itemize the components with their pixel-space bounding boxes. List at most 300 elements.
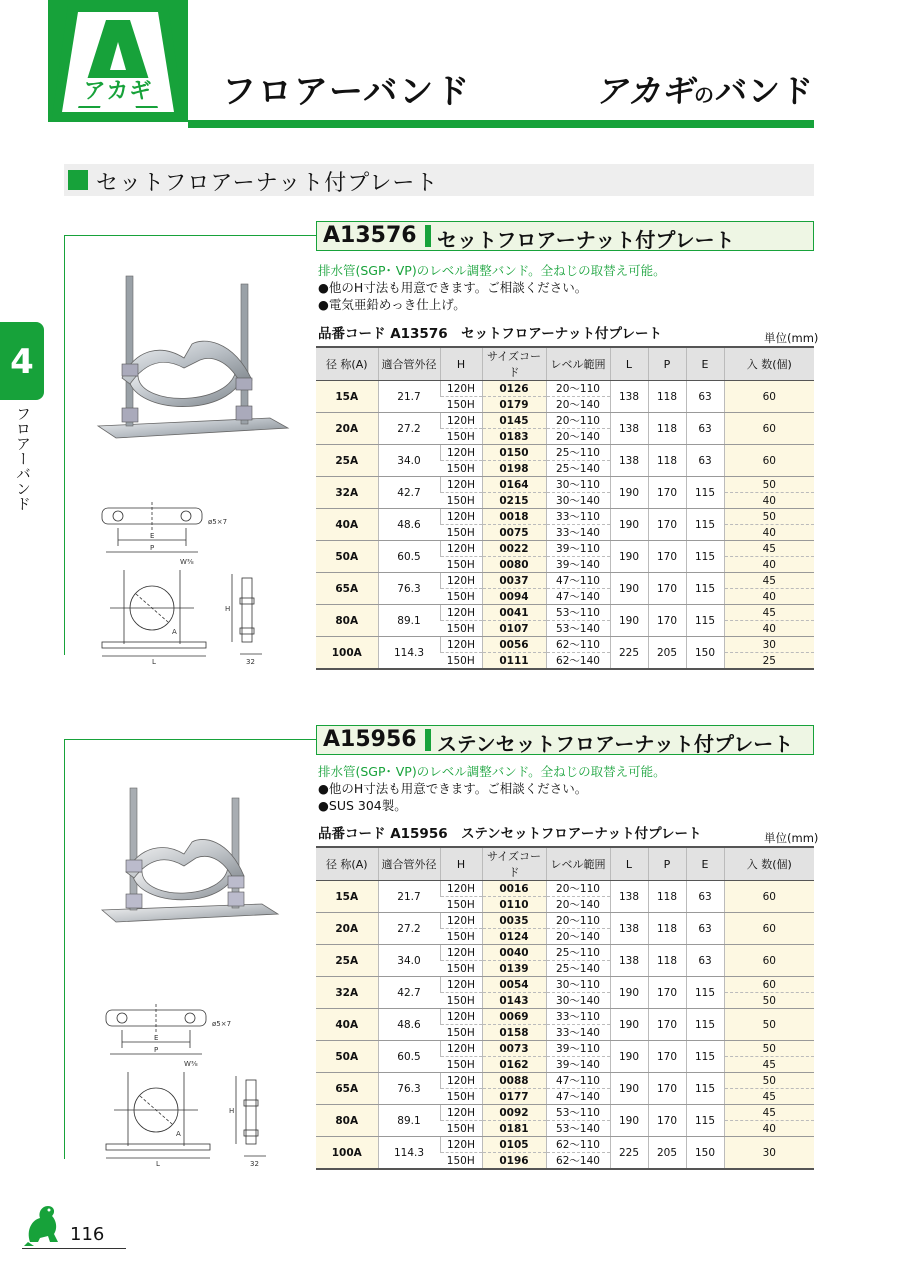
size-code-cell: 0124 xyxy=(482,929,546,945)
size-code-cell: 0037 xyxy=(482,573,546,589)
e-cell: 115 xyxy=(686,573,724,605)
p-cell: 170 xyxy=(648,541,686,573)
qty-cell: 50 xyxy=(724,993,814,1009)
table-row xyxy=(316,637,814,653)
size-code-cell: 0162 xyxy=(482,1057,546,1073)
h-cell: 150H xyxy=(440,493,482,509)
size-code-cell: 0041 xyxy=(482,605,546,621)
table-header-cell: サイズコード xyxy=(482,347,546,381)
drawing-32-label: 32 xyxy=(250,1160,259,1168)
size-code-cell: 0111 xyxy=(482,653,546,670)
level-cell: 47～110 xyxy=(546,1073,610,1089)
table-header-cell: P xyxy=(648,847,686,881)
level-cell: 20～140 xyxy=(546,429,610,445)
od-cell: 21.7 xyxy=(378,881,440,913)
h-cell: 120H xyxy=(440,1041,482,1057)
e-cell: 115 xyxy=(686,1073,724,1105)
od-cell: 114.3 xyxy=(378,1137,440,1170)
l-cell: 138 xyxy=(610,881,648,913)
h-cell: 120H xyxy=(440,637,482,653)
p-cell: 205 xyxy=(648,1137,686,1170)
level-cell: 47～110 xyxy=(546,573,610,589)
table-header-cell: E xyxy=(686,847,724,881)
l-cell: 138 xyxy=(610,381,648,413)
table-header-cell: H xyxy=(440,347,482,381)
qty-cell: 60 xyxy=(724,413,814,445)
spec-table-2 xyxy=(316,846,814,1170)
size-cell: 80A xyxy=(316,605,378,637)
level-cell: 62～140 xyxy=(546,1153,610,1170)
p-cell: 118 xyxy=(648,881,686,913)
unit-label: 単位(mm) xyxy=(764,331,819,345)
od-cell: 60.5 xyxy=(378,1041,440,1073)
size-code-cell: 0016 xyxy=(482,881,546,897)
qty-cell: 40 xyxy=(724,1121,814,1137)
qty-cell: 40 xyxy=(724,525,814,541)
table-header-cell: L xyxy=(610,347,648,381)
table-header-cell: 入 数(個) xyxy=(724,347,814,381)
drawing-a-label: A xyxy=(172,628,177,636)
h-cell: 150H xyxy=(440,1153,482,1170)
e-cell: 115 xyxy=(686,541,724,573)
drawing-32-label: 32 xyxy=(246,658,255,666)
level-cell: 62～140 xyxy=(546,653,610,670)
product-photo-1 xyxy=(92,268,292,443)
table-row xyxy=(316,1041,814,1057)
dinosaur-mascot-icon xyxy=(22,1200,62,1246)
size-cell: 50A xyxy=(316,541,378,573)
size-code-cell: 0080 xyxy=(482,557,546,573)
size-cell: 80A xyxy=(316,1105,378,1137)
h-cell: 150H xyxy=(440,897,482,913)
qty-cell: 30 xyxy=(724,1137,814,1170)
product-code-line: 品番コード A15956 ステンセットフロアーナット付プレート xyxy=(318,826,702,842)
h-cell: 120H xyxy=(440,477,482,493)
product-lead: 排水管(SGP･ VP)のレベル調整バンド。全ねじの取替え可能。 xyxy=(318,263,666,278)
h-cell: 150H xyxy=(440,1057,482,1073)
size-cell: 32A xyxy=(316,477,378,509)
qty-cell: 30 xyxy=(724,637,814,653)
p-cell: 170 xyxy=(648,1073,686,1105)
e-cell: 63 xyxy=(686,945,724,977)
size-code-cell: 0069 xyxy=(482,1009,546,1025)
table-row xyxy=(316,1105,814,1121)
table-header-cell: 径 称(A) xyxy=(316,347,378,381)
qty-cell: 45 xyxy=(724,1089,814,1105)
product-code-line: 品番コード A13576 セットフロアーナット付プレート xyxy=(318,326,662,342)
size-code-cell: 0181 xyxy=(482,1121,546,1137)
e-cell: 150 xyxy=(686,1137,724,1170)
level-cell: 47～140 xyxy=(546,1089,610,1105)
h-cell: 150H xyxy=(440,1089,482,1105)
h-cell: 120H xyxy=(440,381,482,397)
size-code-cell: 0054 xyxy=(482,977,546,993)
table-header-cell: L xyxy=(610,847,648,881)
h-cell: 120H xyxy=(440,1137,482,1153)
product-code-bar-2 xyxy=(316,725,814,755)
size-cell: 40A xyxy=(316,509,378,541)
table-header-cell: レベル範囲 xyxy=(546,847,610,881)
h-cell: 120H xyxy=(440,1009,482,1025)
table-header-cell: レベル範囲 xyxy=(546,347,610,381)
table-row xyxy=(316,509,814,525)
size-code-cell: 0126 xyxy=(482,381,546,397)
level-cell: 39～140 xyxy=(546,1057,610,1073)
size-code-cell: 0107 xyxy=(482,621,546,637)
od-cell: 48.6 xyxy=(378,1009,440,1041)
size-code-cell: 0177 xyxy=(482,1089,546,1105)
h-cell: 120H xyxy=(440,541,482,557)
table-header-cell: サイズコード xyxy=(482,847,546,881)
unit-label: 単位(mm) xyxy=(764,831,819,845)
table-row xyxy=(316,1137,814,1153)
e-cell: 115 xyxy=(686,1009,724,1041)
size-code-cell: 0073 xyxy=(482,1041,546,1057)
l-cell: 190 xyxy=(610,477,648,509)
footer-rule xyxy=(22,1248,126,1249)
h-cell: 150H xyxy=(440,993,482,1009)
table-row xyxy=(316,445,814,461)
size-cell: 25A xyxy=(316,945,378,977)
p-cell: 170 xyxy=(648,977,686,1009)
qty-cell: 45 xyxy=(724,1057,814,1073)
qty-cell: 60 xyxy=(724,381,814,413)
size-cell: 40A xyxy=(316,1009,378,1041)
level-cell: 53～110 xyxy=(546,1105,610,1121)
e-cell: 115 xyxy=(686,1105,724,1137)
size-cell: 65A xyxy=(316,573,378,605)
level-cell: 62～110 xyxy=(546,1137,610,1153)
product-bullet: ●電気亜鉛めっき仕上げ。 xyxy=(318,297,466,312)
qty-cell: 60 xyxy=(724,913,814,945)
h-cell: 120H xyxy=(440,573,482,589)
level-cell: 53～110 xyxy=(546,605,610,621)
od-cell: 114.3 xyxy=(378,637,440,670)
size-code-cell: 0215 xyxy=(482,493,546,509)
qty-cell: 50 xyxy=(724,1009,814,1041)
qty-cell: 60 xyxy=(724,445,814,477)
size-cell: 20A xyxy=(316,413,378,445)
product-name: セットフロアーナット付プレート xyxy=(437,228,735,252)
product-code: A15956 xyxy=(323,727,417,752)
l-cell: 138 xyxy=(610,413,648,445)
e-cell: 63 xyxy=(686,381,724,413)
p-cell: 170 xyxy=(648,477,686,509)
l-cell: 138 xyxy=(610,945,648,977)
l-cell: 190 xyxy=(610,573,648,605)
table-header-cell: 適合管外径 xyxy=(378,847,440,881)
h-cell: 120H xyxy=(440,945,482,961)
technical-drawing-2 xyxy=(100,996,290,1168)
level-cell: 20～140 xyxy=(546,397,610,413)
size-code-cell: 0022 xyxy=(482,541,546,557)
size-cell: 50A xyxy=(316,1041,378,1073)
size-code-cell: 0092 xyxy=(482,1105,546,1121)
table-row xyxy=(316,381,814,397)
size-code-cell: 0198 xyxy=(482,461,546,477)
qty-cell: 60 xyxy=(724,881,814,913)
od-cell: 42.7 xyxy=(378,977,440,1009)
h-cell: 120H xyxy=(440,881,482,897)
p-cell: 170 xyxy=(648,1105,686,1137)
drawing-hole-label: ø5×7 xyxy=(208,518,228,526)
p-cell: 118 xyxy=(648,945,686,977)
table-header-row xyxy=(316,847,814,881)
product-name: ステンセットフロアーナット付プレート xyxy=(437,732,794,756)
size-cell: 20A xyxy=(316,913,378,945)
section-marker xyxy=(68,170,88,190)
table-header-cell: 適合管外径 xyxy=(378,347,440,381)
brand-mark xyxy=(595,66,814,112)
product-description-1 xyxy=(318,262,666,313)
size-code-cell: 0145 xyxy=(482,413,546,429)
chapter-label: フロアーバンド xyxy=(14,406,32,511)
qty-cell: 50 xyxy=(724,1073,814,1089)
level-cell: 39～110 xyxy=(546,1041,610,1057)
product-bullet: ●SUS 304製。 xyxy=(318,798,407,813)
level-cell: 33～110 xyxy=(546,1009,610,1025)
l-cell: 190 xyxy=(610,1009,648,1041)
level-cell: 20～110 xyxy=(546,413,610,429)
level-cell: 25～110 xyxy=(546,945,610,961)
section-title: セットフロアーナット付プレート xyxy=(96,171,439,196)
p-cell: 205 xyxy=(648,637,686,670)
size-code-cell: 0088 xyxy=(482,1073,546,1089)
size-cell: 65A xyxy=(316,1073,378,1105)
drawing-p-label: P xyxy=(154,1046,159,1054)
product-bullet: ●他のH寸法も用意できます。ご相談ください。 xyxy=(318,781,588,796)
l-cell: 190 xyxy=(610,509,648,541)
od-cell: 27.2 xyxy=(378,413,440,445)
table-row xyxy=(316,541,814,557)
size-code-cell: 0075 xyxy=(482,525,546,541)
l-cell: 190 xyxy=(610,605,648,637)
size-code-cell: 0164 xyxy=(482,477,546,493)
level-cell: 33～140 xyxy=(546,525,610,541)
technical-drawing-1 xyxy=(96,494,286,666)
p-cell: 170 xyxy=(648,509,686,541)
level-cell: 30～140 xyxy=(546,993,610,1009)
od-cell: 34.0 xyxy=(378,445,440,477)
l-cell: 190 xyxy=(610,1041,648,1073)
h-cell: 120H xyxy=(440,509,482,525)
h-cell: 150H xyxy=(440,589,482,605)
level-cell: 30～110 xyxy=(546,477,610,493)
product-photo-2 xyxy=(96,780,296,950)
level-cell: 25～140 xyxy=(546,461,610,477)
h-cell: 150H xyxy=(440,929,482,945)
h-cell: 120H xyxy=(440,605,482,621)
h-cell: 120H xyxy=(440,1105,482,1121)
level-cell: 20～140 xyxy=(546,897,610,913)
p-cell: 118 xyxy=(648,445,686,477)
size-code-cell: 0196 xyxy=(482,1153,546,1170)
size-cell: 32A xyxy=(316,977,378,1009)
h-cell: 150H xyxy=(440,461,482,477)
e-cell: 63 xyxy=(686,413,724,445)
p-cell: 170 xyxy=(648,605,686,637)
p-cell: 118 xyxy=(648,381,686,413)
table-row xyxy=(316,477,814,493)
e-cell: 115 xyxy=(686,977,724,1009)
qty-cell: 40 xyxy=(724,493,814,509)
l-cell: 190 xyxy=(610,1105,648,1137)
p-cell: 118 xyxy=(648,413,686,445)
size-code-cell: 0183 xyxy=(482,429,546,445)
drawing-w-label: W⅜ xyxy=(180,558,194,566)
table-header-cell: 径 称(A) xyxy=(316,847,378,881)
od-cell: 89.1 xyxy=(378,605,440,637)
od-cell: 76.3 xyxy=(378,573,440,605)
h-cell: 150H xyxy=(440,1121,482,1137)
brand-suffix: バンド xyxy=(714,72,814,110)
h-cell: 120H xyxy=(440,413,482,429)
chapter-tab[interactable]: 4 xyxy=(0,322,44,400)
qty-cell: 25 xyxy=(724,653,814,670)
p-cell: 118 xyxy=(648,913,686,945)
qty-cell: 45 xyxy=(724,541,814,557)
od-cell: 34.0 xyxy=(378,945,440,977)
level-cell: 30～140 xyxy=(546,493,610,509)
product-description-2 xyxy=(318,763,666,814)
qty-cell: 50 xyxy=(724,1041,814,1057)
size-code-cell: 0150 xyxy=(482,445,546,461)
level-cell: 33～140 xyxy=(546,1025,610,1041)
table-header-cell: 入 数(個) xyxy=(724,847,814,881)
drawing-p-label: P xyxy=(150,544,155,552)
product-code-bar-1 xyxy=(316,221,814,251)
spec-table-1 xyxy=(316,346,814,670)
table-header-cell: E xyxy=(686,347,724,381)
h-cell: 120H xyxy=(440,1073,482,1089)
level-cell: 47～140 xyxy=(546,589,610,605)
l-cell: 190 xyxy=(610,977,648,1009)
level-cell: 25～110 xyxy=(546,445,610,461)
code-divider xyxy=(425,729,431,751)
table-row xyxy=(316,573,814,589)
drawing-h-label: H xyxy=(229,1107,235,1115)
h-cell: 120H xyxy=(440,913,482,929)
brand-main: アカギ xyxy=(595,72,694,110)
size-code-cell: 0035 xyxy=(482,913,546,929)
size-cell: 15A xyxy=(316,881,378,913)
l-cell: 225 xyxy=(610,1137,648,1170)
product-bullet: ●他のH寸法も用意できます。ご相談ください。 xyxy=(318,280,588,295)
level-cell: 62～110 xyxy=(546,637,610,653)
size-cell: 100A xyxy=(316,1137,378,1170)
table-header-cell: P xyxy=(648,347,686,381)
od-cell: 60.5 xyxy=(378,541,440,573)
qty-cell: 50 xyxy=(724,477,814,493)
h-cell: 150H xyxy=(440,429,482,445)
od-cell: 89.1 xyxy=(378,1105,440,1137)
size-code-cell: 0179 xyxy=(482,397,546,413)
logo xyxy=(48,0,188,122)
size-code-cell: 0110 xyxy=(482,897,546,913)
table-row xyxy=(316,945,814,961)
od-cell: 42.7 xyxy=(378,477,440,509)
level-cell: 39～140 xyxy=(546,557,610,573)
p-cell: 170 xyxy=(648,1041,686,1073)
level-cell: 53～140 xyxy=(546,1121,610,1137)
table-row xyxy=(316,1073,814,1089)
level-cell: 25～140 xyxy=(546,961,610,977)
p-cell: 170 xyxy=(648,1009,686,1041)
p-cell: 170 xyxy=(648,573,686,605)
qty-cell: 60 xyxy=(724,977,814,993)
level-cell: 20～140 xyxy=(546,929,610,945)
size-code-cell: 0143 xyxy=(482,993,546,1009)
h-cell: 150H xyxy=(440,1025,482,1041)
size-code-cell: 0158 xyxy=(482,1025,546,1041)
drawing-hole-label: ø5×7 xyxy=(212,1020,232,1028)
qty-cell: 40 xyxy=(724,589,814,605)
l-cell: 190 xyxy=(610,1073,648,1105)
h-cell: 150H xyxy=(440,653,482,670)
page-number: 116 xyxy=(70,1224,105,1245)
h-cell: 120H xyxy=(440,445,482,461)
level-cell: 30～110 xyxy=(546,977,610,993)
size-code-cell: 0018 xyxy=(482,509,546,525)
level-cell: 39～110 xyxy=(546,541,610,557)
h-cell: 150H xyxy=(440,397,482,413)
logo-text: アカギ xyxy=(83,79,153,104)
h-cell: 150H xyxy=(440,961,482,977)
qty-cell: 40 xyxy=(724,557,814,573)
h-cell: 150H xyxy=(440,525,482,541)
level-cell: 20～110 xyxy=(546,881,610,897)
level-cell: 20～110 xyxy=(546,381,610,397)
l-cell: 225 xyxy=(610,637,648,670)
e-cell: 115 xyxy=(686,605,724,637)
e-cell: 115 xyxy=(686,509,724,541)
e-cell: 63 xyxy=(686,913,724,945)
table-row xyxy=(316,413,814,429)
h-cell: 150H xyxy=(440,621,482,637)
size-cell: 100A xyxy=(316,637,378,670)
drawing-h-label: H xyxy=(225,605,231,613)
page-title: フロアーバンド xyxy=(222,72,472,112)
h-cell: 120H xyxy=(440,977,482,993)
qty-cell: 40 xyxy=(724,621,814,637)
code-divider xyxy=(425,225,431,247)
od-cell: 48.6 xyxy=(378,509,440,541)
product-lead: 排水管(SGP･ VP)のレベル調整バンド。全ねじの取替え可能。 xyxy=(318,764,666,779)
brand-no: の xyxy=(693,83,715,107)
table-row xyxy=(316,913,814,929)
level-cell: 53～140 xyxy=(546,621,610,637)
drawing-l-label: L xyxy=(152,658,156,666)
drawing-w-label: W⅜ xyxy=(184,1060,198,1068)
size-code-cell: 0094 xyxy=(482,589,546,605)
od-cell: 27.2 xyxy=(378,913,440,945)
drawing-a-label: A xyxy=(176,1130,181,1138)
qty-cell: 60 xyxy=(724,945,814,977)
e-cell: 150 xyxy=(686,637,724,670)
drawing-e-label: E xyxy=(150,532,155,540)
l-cell: 190 xyxy=(610,541,648,573)
level-cell: 20～110 xyxy=(546,913,610,929)
table-row xyxy=(316,605,814,621)
size-code-cell: 0139 xyxy=(482,961,546,977)
l-cell: 138 xyxy=(610,913,648,945)
size-code-cell: 0105 xyxy=(482,1137,546,1153)
e-cell: 115 xyxy=(686,1041,724,1073)
table-header-row xyxy=(316,347,814,381)
l-cell: 138 xyxy=(610,445,648,477)
table-row xyxy=(316,881,814,897)
qty-cell: 45 xyxy=(724,605,814,621)
